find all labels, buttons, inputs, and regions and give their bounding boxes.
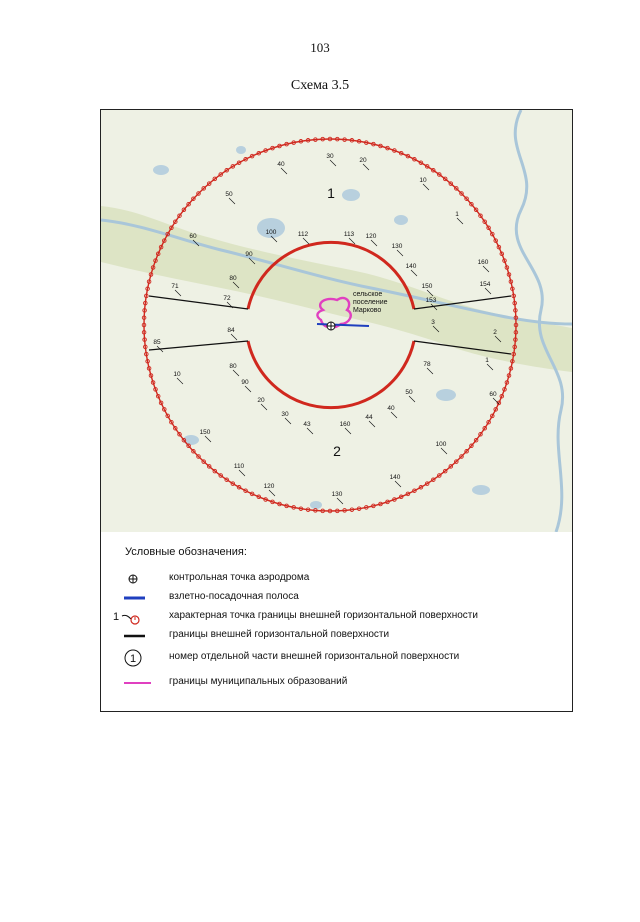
aerodrome-control-point-icon <box>113 570 173 588</box>
svg-text:1: 1 <box>113 611 120 623</box>
tick-label: 1 <box>455 211 459 218</box>
legend-item-surface-boundary <box>113 627 568 645</box>
tick-label: 71 <box>171 283 179 290</box>
lake <box>472 485 490 495</box>
tick-label: 100 <box>265 229 277 236</box>
tick-label: 80 <box>229 275 237 282</box>
tick-label: 100 <box>435 441 447 448</box>
legend-label: границы внешней горизонтальной поверхности <box>169 629 390 640</box>
legend-label: контрольная точка аэродрома <box>169 572 310 583</box>
tick-label: 150 <box>199 429 211 436</box>
legend-item-municipal-boundary <box>113 674 568 692</box>
surface-boundary-icon <box>113 627 173 645</box>
tick-label: 154 <box>479 281 491 288</box>
tick-label: 20 <box>257 397 265 404</box>
legend <box>101 532 572 711</box>
lake <box>236 146 246 154</box>
legend-label: характерная точка границы внешней горизонтальной поверхности <box>169 610 478 621</box>
part-number-icon <box>113 649 173 667</box>
settlement-label: Марково <box>353 307 382 314</box>
tick-label: 140 <box>405 263 417 270</box>
legend-title: Условные обозначения: <box>125 546 247 558</box>
lake <box>153 165 169 175</box>
map <box>101 110 572 532</box>
tick-label: 113 <box>343 231 355 238</box>
tick-label: 10 <box>419 177 427 184</box>
legend-item-boundary-point <box>113 608 568 626</box>
tick-label: 40 <box>277 161 285 168</box>
tick-label: 130 <box>331 491 343 498</box>
tick-label: 120 <box>263 483 275 490</box>
legend-label: взлетно-посадочная полоса <box>169 591 299 602</box>
tick-label: 120 <box>365 233 377 240</box>
tick-label: 78 <box>423 361 431 368</box>
tick-label: 50 <box>405 389 413 396</box>
tick-label: 1 <box>485 357 489 364</box>
figure-frame <box>100 109 573 712</box>
tick-label: 80 <box>229 363 237 370</box>
settlement-label: сельское <box>353 291 383 298</box>
tick-label: 3 <box>431 319 435 326</box>
tick-label: 110 <box>233 463 245 470</box>
legend-item-part-number <box>113 649 568 667</box>
lake <box>310 501 322 509</box>
tick-label: 2 <box>493 329 497 336</box>
tick-label: 90 <box>241 379 249 386</box>
legend-label: номер отдельной части внешней горизонтальной поверхности <box>169 651 460 662</box>
tick-label: 140 <box>389 474 401 481</box>
lake <box>436 389 456 401</box>
tick-label: 85 <box>153 339 161 346</box>
tick-label: 150 <box>421 283 433 290</box>
legend-item-control-point <box>113 570 568 588</box>
tick-label: 130 <box>391 243 403 250</box>
tick-label: 20 <box>359 157 367 164</box>
scheme-title: Схема 3.5 <box>290 78 350 93</box>
page-number: 103 <box>310 40 330 55</box>
tick-label: 30 <box>326 153 334 160</box>
lake <box>342 189 360 201</box>
tick-label: 43 <box>303 421 311 428</box>
tick-label: 10 <box>173 371 181 378</box>
boundary-point-icon <box>113 608 173 626</box>
tick-label: 60 <box>189 233 197 240</box>
part-number-label: 2 <box>333 443 341 459</box>
tick-label: 30 <box>281 411 289 418</box>
runway-icon <box>113 589 173 607</box>
tick-label: 40 <box>387 405 395 412</box>
svg-text:1: 1 <box>129 653 137 665</box>
tick-label: 90 <box>245 251 253 258</box>
municipal-boundary-icon <box>113 674 173 692</box>
settlement-label: поселение <box>353 299 388 306</box>
lake <box>394 215 408 225</box>
tick-label: 160 <box>339 421 351 428</box>
tick-label: 44 <box>365 414 373 421</box>
part-number-label: 1 <box>327 185 335 201</box>
tick-label: 160 <box>477 259 489 266</box>
tick-label: 72 <box>223 295 231 302</box>
tick-label: 153 <box>425 297 437 304</box>
tick-label: 112 <box>297 231 309 238</box>
tick-label: 84 <box>227 327 235 334</box>
legend-item-runway <box>113 589 568 607</box>
tick-label: 60 <box>489 391 497 398</box>
tick-label: 50 <box>225 191 233 198</box>
legend-label: границы муниципальных образований <box>169 676 348 687</box>
